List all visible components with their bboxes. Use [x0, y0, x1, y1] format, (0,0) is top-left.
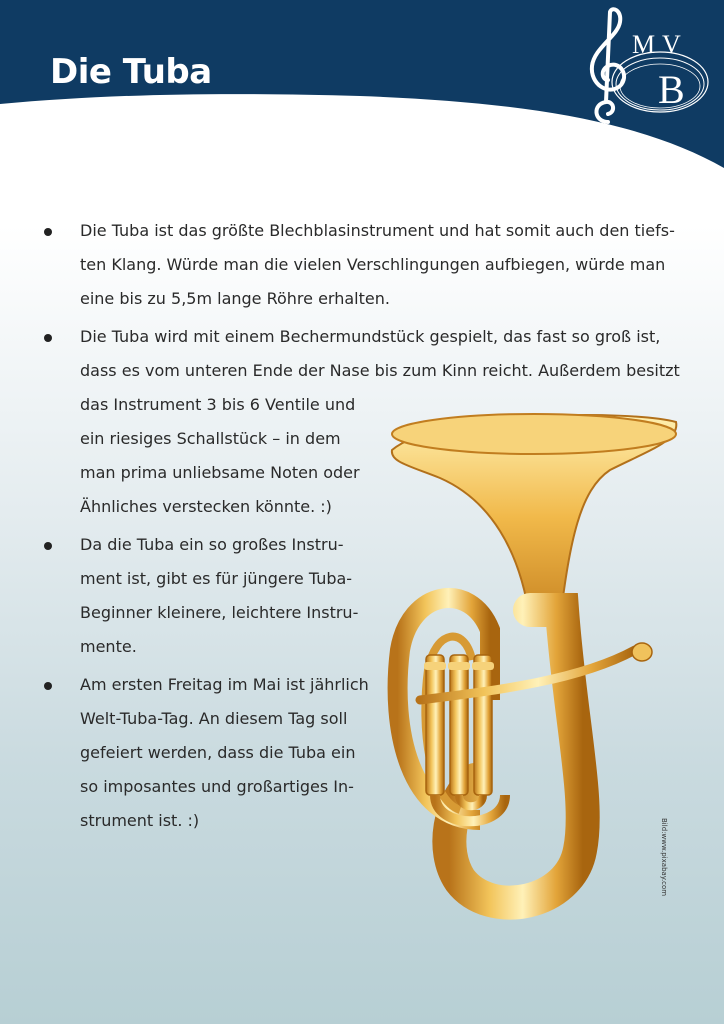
mvb-logo: [580, 4, 712, 128]
page-title: Die Tuba: [50, 52, 212, 92]
logo-letter-b: B: [658, 67, 685, 112]
bullet-dot: [44, 542, 52, 550]
image-credit: Bild:www.pixabay.com: [660, 818, 668, 897]
header-band: [0, 0, 724, 180]
bullet-dot: [44, 334, 52, 342]
paragraph-line: Die Tuba ist das größte Blechblasinstrument und hat somit auch den tiefs-: [80, 221, 675, 240]
paragraph-line: ten Klang. Würde man die vielen Verschlingungen aufbiegen, würde man: [80, 255, 666, 274]
treble-clef-icon: [580, 4, 712, 128]
logo-letter-v: V: [662, 30, 681, 59]
paragraph-line: strument ist. :): [80, 811, 200, 830]
paragraph-line: Beginner kleinere, leichtere Instru-: [80, 603, 359, 622]
paragraph-line: Ähnliches verstecken könnte. :): [80, 497, 332, 516]
paragraph-4: [80, 668, 369, 838]
paragraph-line: eine bis zu 5,5m lange Röhre erhalten.: [80, 289, 390, 308]
paragraph-line: ment ist, gibt es für jüngere Tuba-: [80, 569, 353, 588]
paragraph-line: Welt-Tuba-Tag. An diesem Tag soll: [80, 709, 348, 728]
bullet-dot: [44, 228, 52, 236]
bullet-dot: [44, 682, 52, 690]
tuba-illustration: [380, 400, 690, 930]
paragraph-line: gefeiert werden, dass die Tuba ein: [80, 743, 356, 762]
paragraph-line: ein riesiges Schallstück – in dem: [80, 429, 341, 448]
paragraph-1: [80, 214, 675, 316]
paragraph-3: [80, 528, 358, 664]
paragraph-line: Am ersten Freitag im Mai ist jährlich: [80, 675, 369, 694]
paragraph-line: mente.: [80, 637, 137, 656]
paragraph-line: Da die Tuba ein so großes Instru-: [80, 535, 344, 554]
paragraph-line: so imposantes und großartiges In-: [80, 777, 354, 796]
paragraph-line: dass es vom unteren Ende der Nase bis zum Kinn reicht. Außerdem besitzt: [80, 361, 680, 380]
logo-letter-m: M: [632, 30, 656, 59]
paragraph-line: man prima unliebsame Noten oder: [80, 463, 360, 482]
paragraph-line: Die Tuba wird mit einem Bechermundstück gespielt, das fast so groß ist,: [80, 327, 661, 346]
paragraph-line: das Instrument 3 bis 6 Ventile und: [80, 395, 356, 414]
